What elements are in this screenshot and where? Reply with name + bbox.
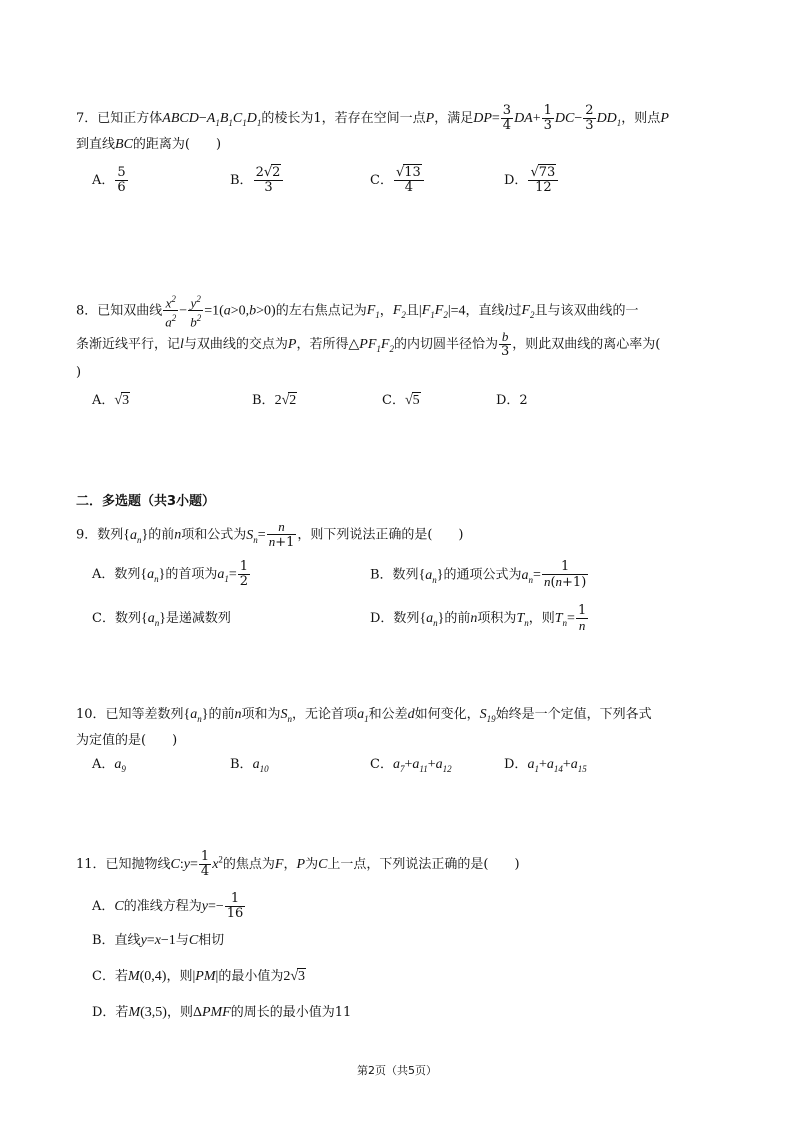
page-footer: 第2页（共5页） [357,1064,437,1077]
q9-option-c: C．数列$\{a_n\}$是递减数列 [92,611,231,628]
q9-option-d: D．数列$\{a_n\}$的前n项积为$T_n$，则$T_n=$ $\frac{1}{n}$ [370,603,587,633]
q8-line3: ) [76,365,82,380]
q10-option-a: A．$a_9$ [92,757,126,774]
q10-option-d: D．$a_1+a_{14}+a_{15}$ [504,757,587,774]
q9-option-b: B．数列$\{a_n\}$的通项公式为$a_n=$ $\frac{1}{n(n+1)}$ [370,559,587,590]
q7-line2: 到直线BC的距离为( ) [76,137,222,152]
q11-option-b: B．直线y=x−1与C相切 [92,933,225,948]
q9-option-a: A．数列$\{a_n\}$的首项为$a_1=$ $\frac{1}{2}$ [92,559,249,589]
q7-option-c: C． $\frac{√13}{4}$ [370,166,425,195]
q7-option-b: B． $\frac{2√2}{3}$ [230,166,284,195]
q10-option-b: B．$a_{10}$ [230,757,269,774]
q11-option-c: C．若M(0,4)，则|PM|的最小值为2√3 [92,969,306,984]
q10-option-c: C．$a_7+a_{11}+a_{12}$ [370,757,452,774]
q8-line1: 8．已知双曲线 $\frac{x^2}{a^2}$ − $\frac{y^2}{b^2}$ =1(a>0,b>0)的左右焦点记为$F_1$，$F_2$且$|F_1F_2|=4$，直线l过$F_2$且与该双曲线的一 [76,294,639,330]
q8-option-c: C．√5 [382,393,420,408]
q11-line1: 11．已知抛物线C:y= $\frac{1}{4}$ $x^2$的焦点为F，P为C上一点，下列说法正确的是( ) [76,849,520,879]
q8-option-a: A．√3 [92,393,130,408]
q7-option-a: A． $\frac{5}{6}$ [92,165,126,195]
q7-option-d: D． $\frac{√73}{12}$ [504,166,559,195]
q11-option-d: D．若M(3,5)，则ΔPMF的周长的最小值为11 [92,1005,352,1020]
q11-option-a: A．C的准线方程为y=− $\frac{1}{16}$ [92,891,244,921]
q9-line1: 9．数列$\{a_n\}$的前n项和公式为$S_n=$ $\frac{n}{n+1}$ ，则下列说法正确的是( ) [76,519,464,550]
q10-line2: 为定值的是( ) [76,733,178,748]
q8-option-b: B．2√2 [252,393,297,408]
q7-line1: 7．已知正方体$ABCD-A_1B_1C_1D_1$的棱长为1，若存在空间一点P，满足DP= $\frac{3}{4}$ DA+ $\frac{1}{3}$ DC− $\frac{2}{3}$ $DD_1$，则点P [76,103,669,133]
section-heading: 二．多选题（共3小题） [76,494,216,509]
q8-line2: 条渐近线平行，记l与双曲线的交点为P，若所得$\triangle PF_1F_2$的内切圆半径恰为 $\frac{b}{3}$ ，则此双曲线的离心率为( [76,329,661,359]
q8-option-d: D．2 [496,393,528,408]
q10-line1: 10．已知等差数列$\{a_n\}$的前n项和为$S_n$，无论首项$a_1$和公差d如何变化，$S_{19}$始终是一个定值，下列各式 [76,707,652,724]
